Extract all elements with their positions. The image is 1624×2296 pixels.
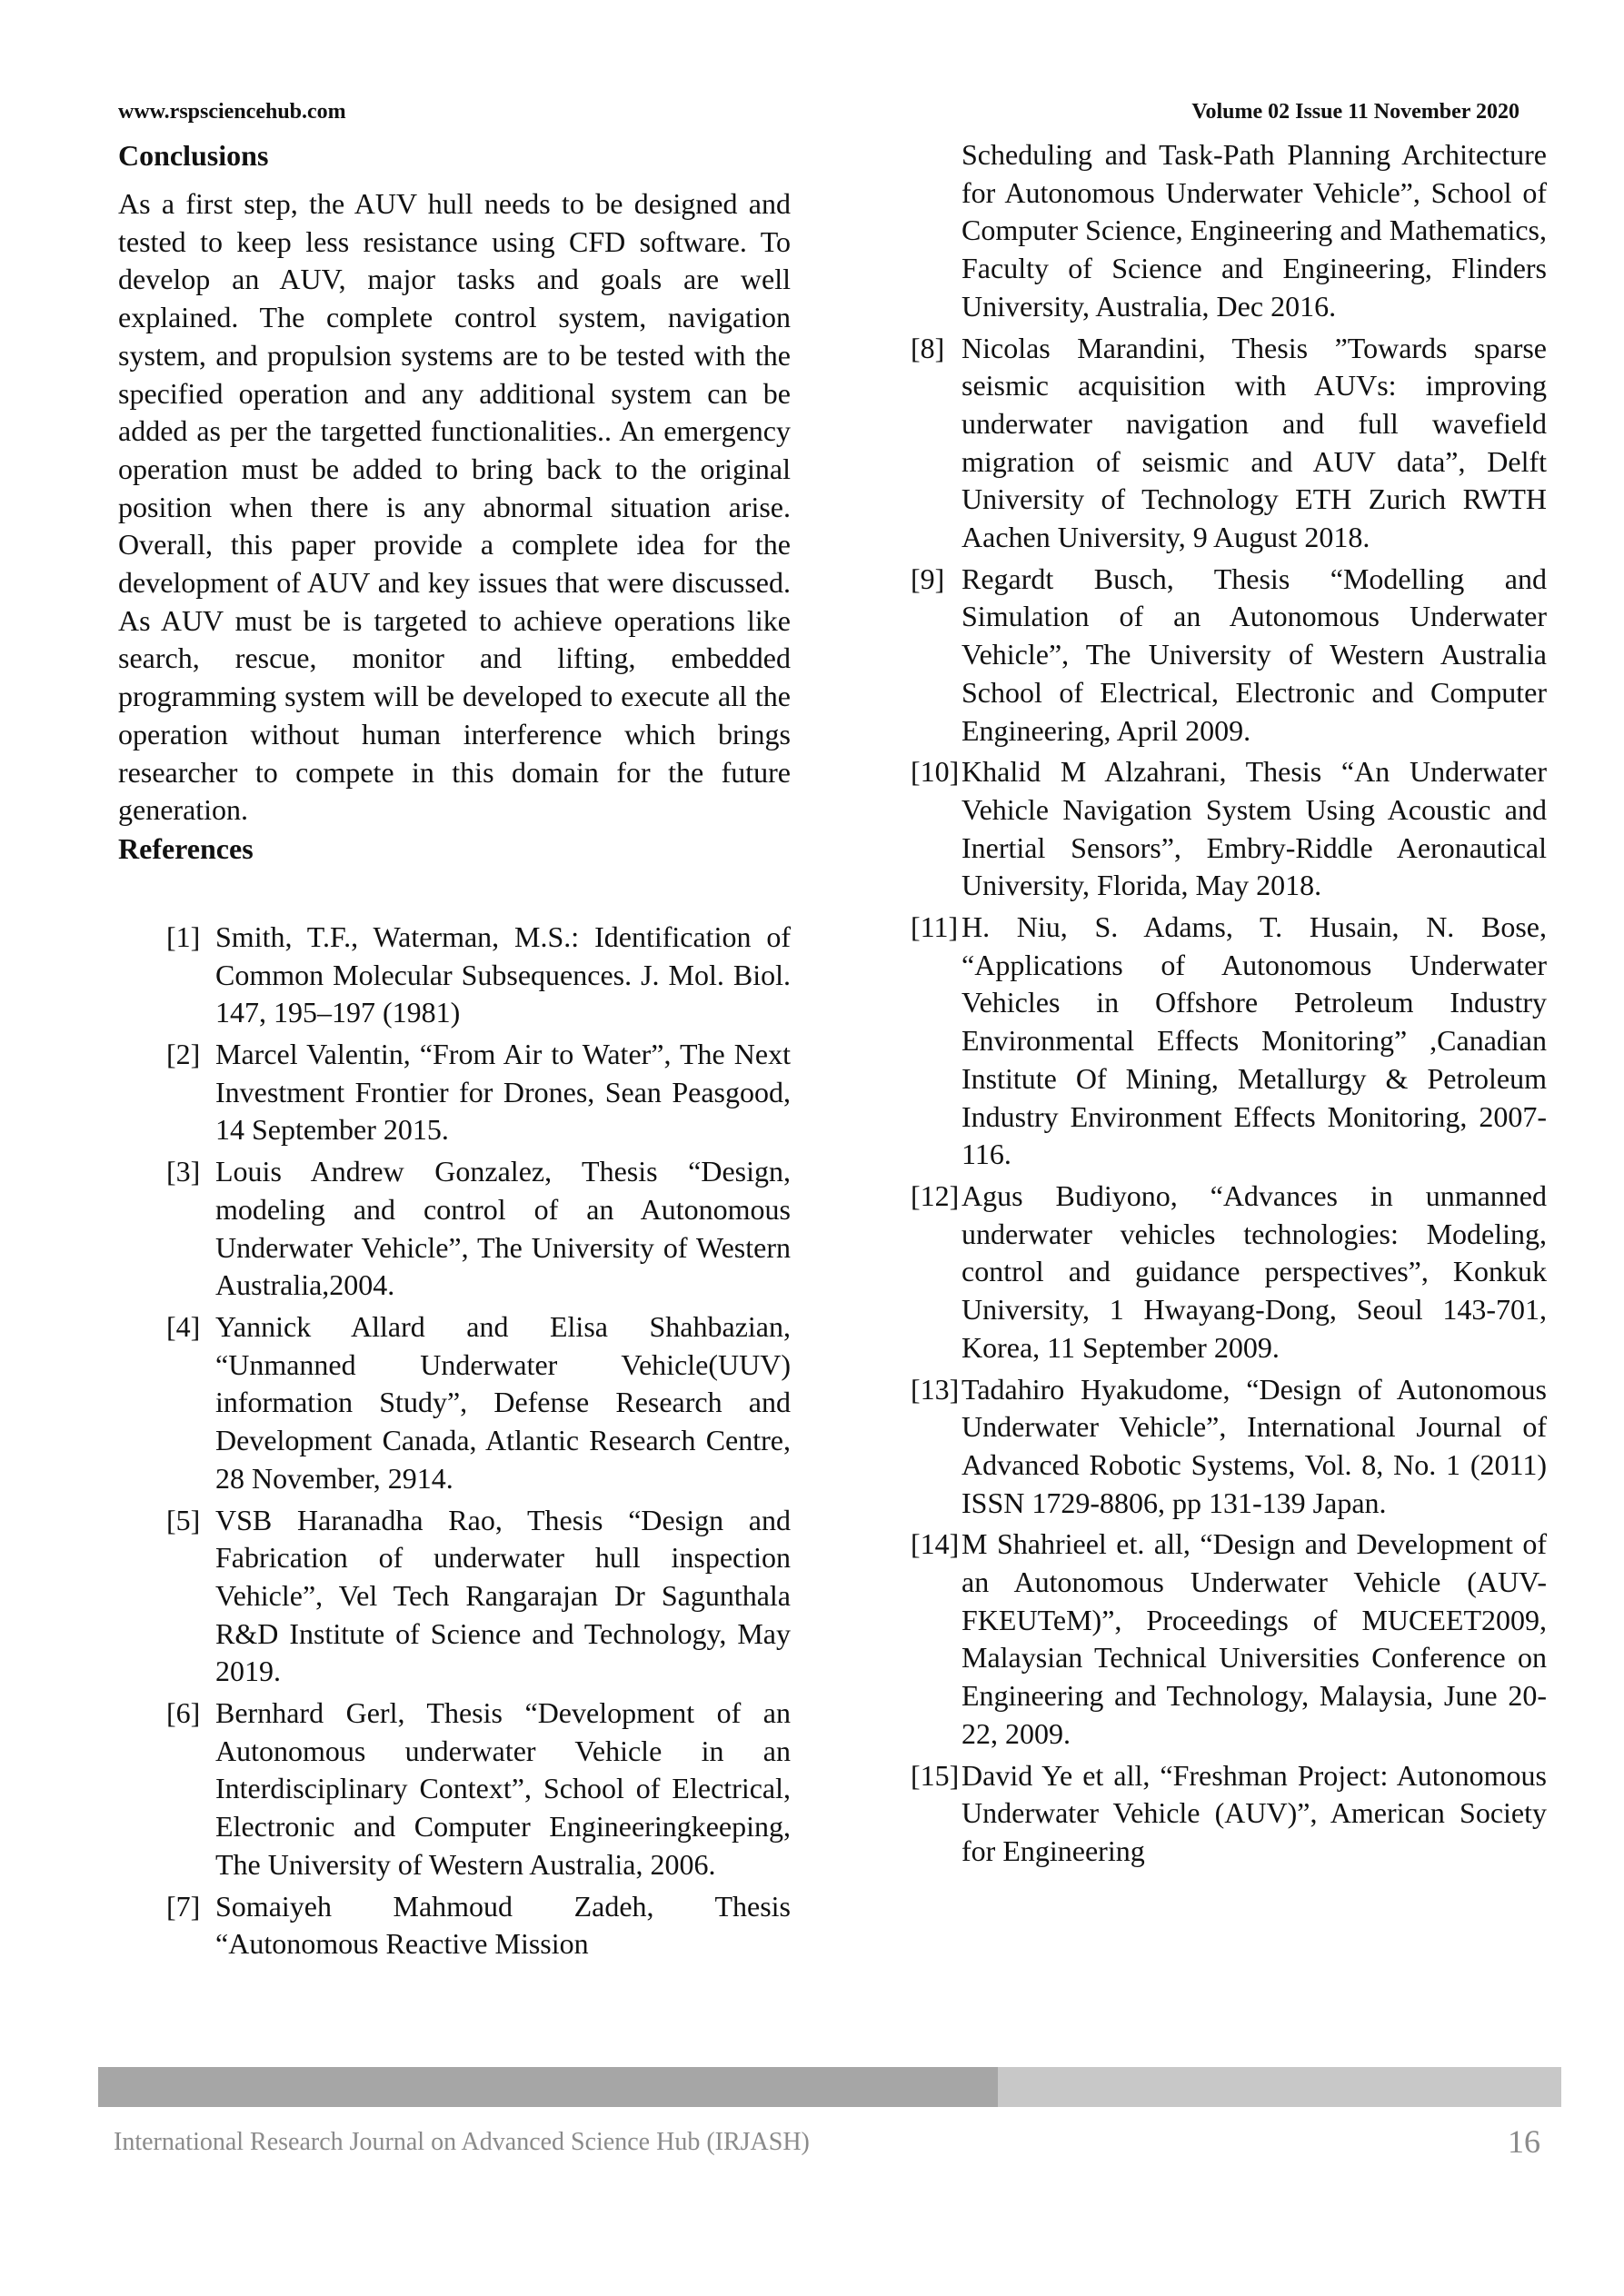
footer-journal-name: International Research Journal on Advanced Science Hub (IRJASH) — [114, 2128, 810, 2156]
reference-7-continuation: Scheduling and Task-Path Planning Architecture for Autonomous Underwater Vehicle”, School of Computer Science, Engineering and Mathematics, Faculty of Science and Engineering, Flinders University, Australia, Dec 2016. — [961, 138, 1547, 323]
reference-list-right — [911, 330, 1547, 1871]
footer-divider-accent — [98, 2067, 998, 2107]
reference-15: [15] David Ye et all, “Freshman Project: Autonomous Underwater Vehicle (AUV)”, American Society for Engineering — [911, 1758, 1547, 1867]
conclusions-text: As a first step, the AUV hull needs to be designed and tested to keep less resistance using CFD software. To develop an AUV, major tasks and goals are well explained. The complete control system, navigation system, and propulsion systems are to be tested with the specified operation and any additional system can be added as per the targetted functionalities.. An emergency operation must be added to bring back to the original position when there is any abnormal situation arise. Overall, this paper provide a complete idea for the development of AUV and key issues that were discussed. As AUV must be is targeted to achieve operations like search, rescue, monitor and lifting, embedded programming system will be developed to execute all the operation without human interference which brings researcher to compete in this domain for the future generation. — [118, 187, 791, 827]
reference-list-left — [118, 919, 791, 1963]
references-heading: References — [118, 831, 254, 865]
reference-7: [7] Somaiyeh Mahmoud Zadeh, Thesis “Autonomous Reactive Mission — [166, 1889, 791, 1961]
footer-divider-bar — [98, 2067, 1561, 2107]
left-column — [118, 136, 791, 1967]
reference-2: [2] Marcel Valentin, “From Air to Water”, The Next Investment Frontier for Drones, Sean Peasgood, 14 September 2015. — [166, 1038, 791, 1147]
reference-10: [10] Khalid M Alzahrani, Thesis “An Underwater Vehicle Navigation System Using Acoustic and Inertial Sensors”, Embry-Riddle Aeronautical University, Florida, May 2018. — [911, 755, 1547, 902]
reference-4: [4] Yannick Allard and Elisa Shahbazian, “Unmanned Underwater Vehicle(UUV) information Study”, Defense Research and Development Canada, Atlantic Research Centre, 28 November, 2914. — [166, 1309, 791, 1495]
reference-3: [3] Louis Andrew Gonzalez, Thesis “Design, modeling and control of an Autonomous Underwater Vehicle”, The University of Western Australia,2004. — [166, 1155, 791, 1302]
reference-5: [5] VSB Haranadha Rao, Thesis “Design and Fabrication of underwater hull inspection Vehicle”, Vel Tech Rangarajan Dr Sagunthala R&D Institute of Science and Technology, May 2019. — [166, 1503, 791, 1688]
reference-9: [9] Regardt Busch, Thesis “Modelling and Simulation of an Autonomous Underwater Vehicle”, The University of Western Australia School of Electrical, Electronic and Computer Engineering, April 2009. — [911, 562, 1547, 747]
issue-info: Volume 02 Issue 11 November 2020 — [1191, 100, 1519, 124]
reference-13: [13] Tadahiro Hyakudome, “Design of Autonomous Underwater Vehicle”, International Journal of Advanced Robotic Systems, Vol. 8, No. 1 (2011) ISSN 1729-8806, pp 131-139 Japan. — [911, 1372, 1547, 1519]
reference-12: [12] Agus Budiyono, “Advances in unmanned underwater vehicles technologies: Modeling, control and guidance perspectives”, Konkuk University, 1 Hwayang-Dong, Seoul 143-701, Korea, 11 September 2009. — [911, 1178, 1547, 1364]
reference-8: [8] Nicolas Marandini, Thesis ”Towards sparse seismic acquisition with AUVs: improving underwater navigation and full wavefield migration of seismic and AUV data”, Delft University of Technology ETH Zurich RWTH Aachen University, 9 August 2018. — [911, 331, 1547, 554]
journal-website: www.rspsciencehub.com — [118, 100, 346, 124]
conclusions-heading: Conclusions — [118, 139, 269, 172]
right-column — [911, 136, 1547, 1874]
reference-11: [11] H. Niu, S. Adams, T. Husain, N. Bose, “Applications of Autonomous Underwater Vehicles in Offshore Petroleum Industry Environmental Effects Monitoring” ,Canadian Institute Of Mining, Metallurgy & Petroleum Industry Environment Effects Monitoring, 2007-116. — [911, 910, 1547, 1171]
reference-6: [6] Bernhard Gerl, Thesis “Development of an Autonomous underwater Vehicle in an Interdisciplinary Context”, School of Electrical, Electronic and Computer Engineeringkeeping, The University of Western Australia, 2006. — [166, 1696, 791, 1881]
reference-1: [1] Smith, T.F., Waterman, M.S.: Identification of Common Molecular Subsequences. J. Mol. Biol. 147, 195–197 (1981) — [166, 919, 791, 1029]
reference-14: [14] M Shahrieel et. all, “Design and Development of an Autonomous Underwater Vehicle (AUV-FKEUTeM)”, Proceedings of MUCEET2009, Malaysian Technical Universities Conference on Engineering and Technology, Malaysia, June 20-22, 2009. — [911, 1527, 1547, 1750]
page-number: 16 — [1508, 2123, 1540, 2160]
